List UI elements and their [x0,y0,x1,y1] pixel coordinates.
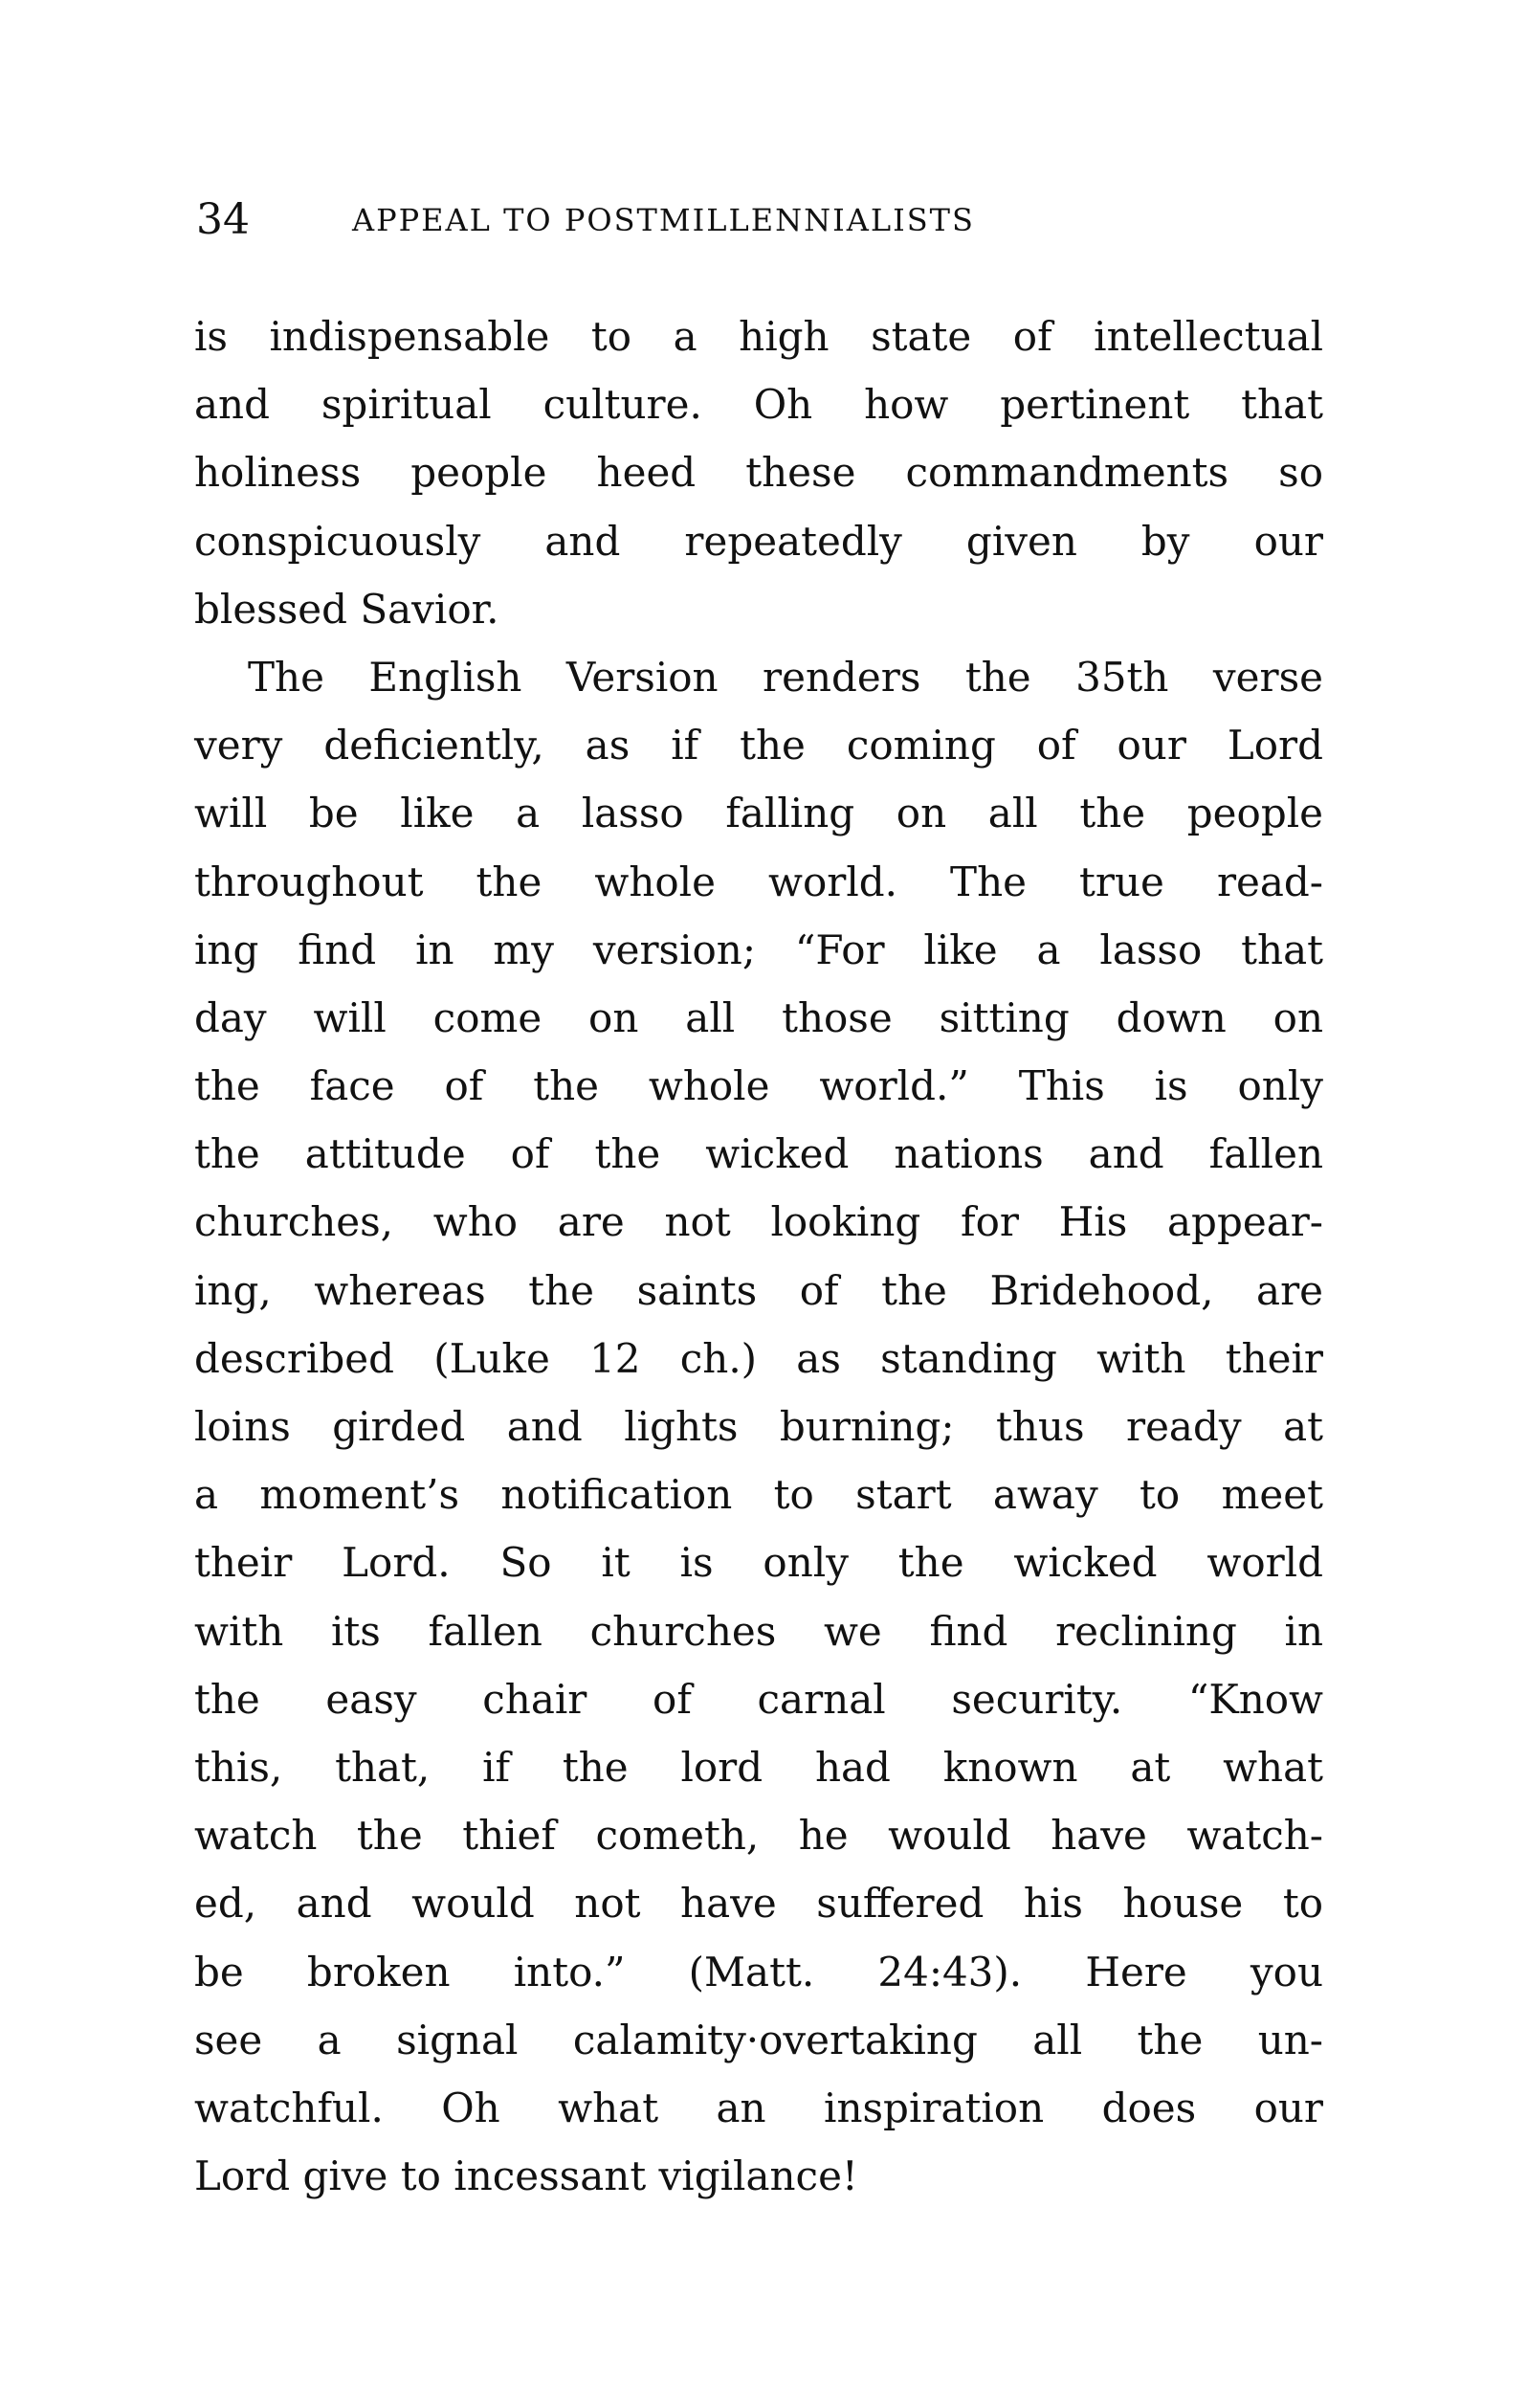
text-line: is indispensable to a high state of intellectual [194,313,1323,360]
text-line: day will come on all those sitting down on [194,993,1323,1041]
text-line: very deficiently, as if the coming of our Lord [194,722,1323,769]
text-line: be broken into.” (Matt. 24:43). Here you [194,1948,1323,1996]
text-line: ed, and would not have suffered his house to [194,1880,1323,1928]
text-line: see a signal calamity·overtaking all the un- [194,2016,1323,2063]
running-head [196,191,1325,249]
text-line: watchful. Oh what an inspiration does our [194,2084,1323,2131]
running-title: APPEAL TO POSTMILLENNIALISTS [352,202,975,238]
text-line: ing find in my version; “For like a lasso that [194,925,1323,973]
text-line: their Lord. So it is only the wicked world [194,1539,1323,1587]
body-text [194,302,1323,2210]
text-line: Lord give to incessant vigilance! [194,2152,858,2200]
text-line: this, that, if the lord had known at what [194,1743,1323,1791]
text-line: the face of the whole world.” This is only [194,1062,1323,1110]
text-line: described (Luke 12 ch.) as standing with their [194,1334,1323,1382]
text-line: watch the thief cometh, he would have watch- [194,1812,1323,1860]
text-line: will be like a lasso falling on all the people [194,790,1323,837]
text-line: loins girded and lights burning; thus ready at [194,1403,1323,1450]
text-line: and spiritual culture. Oh how pertinent that [194,381,1323,429]
text-line: the attitude of the wicked nations and fallen [194,1130,1323,1178]
text-line: a moment’s notification to start away to meet [194,1471,1323,1519]
text-line: conspicuously and repeatedly given by our [194,517,1323,565]
text-line: holiness people heed these commandments so [194,449,1323,497]
text-line: blessed Savior. [194,585,499,633]
text-line: The English Version renders the 35th verse [248,653,1323,701]
text-line: churches, who are not looking for His appear- [194,1198,1323,1246]
text-line: ing, whereas the saints of the Bridehood, are [194,1266,1323,1314]
text-line: throughout the whole world. The true read- [194,858,1323,905]
text-line: with its fallen churches we find reclining in [194,1607,1323,1655]
page-number: 34 [196,195,250,244]
text-line: the easy chair of carnal security. “Know [194,1675,1323,1723]
